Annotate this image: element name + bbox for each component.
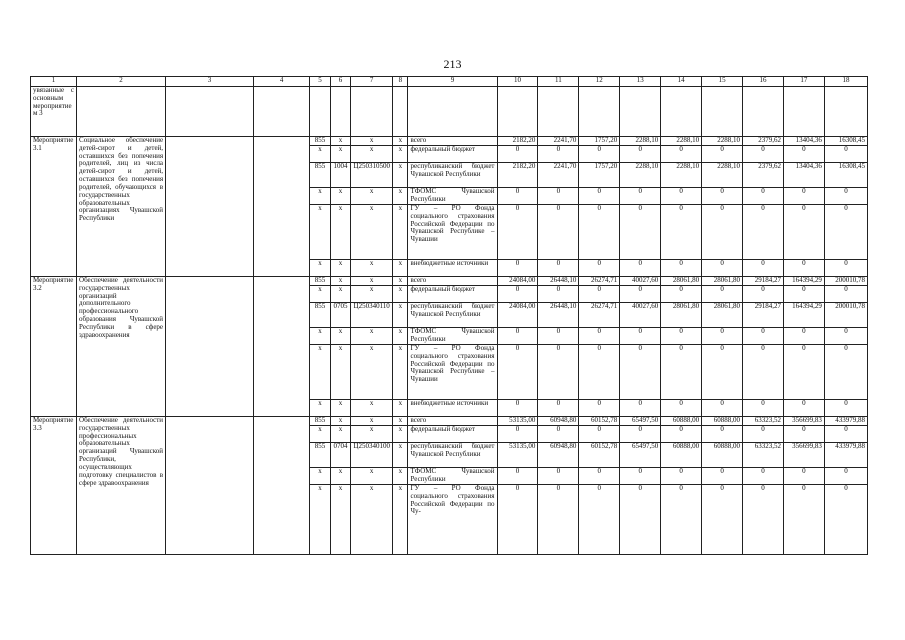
- code-cell-c5: x: [310, 468, 330, 485]
- value-cell: 0: [743, 345, 784, 400]
- empty-cell: [166, 417, 254, 555]
- value-cell: 2241,70: [538, 137, 579, 146]
- code-cell-c8: x: [393, 163, 408, 188]
- value-cell: 2288,10: [661, 137, 702, 146]
- funding-source: внебюджетные источники: [408, 400, 497, 417]
- code-cell-c7: x: [351, 328, 393, 345]
- code-cell-c7: x: [351, 400, 393, 417]
- code-cell-c5: x: [310, 328, 330, 345]
- value-cell: 1757,20: [579, 137, 620, 146]
- code-cell-c5: 855: [310, 443, 330, 468]
- value-cell: 356699,83: [783, 443, 824, 468]
- code-cell-c5: 855: [310, 303, 330, 328]
- value-cell: 29184,27: [743, 303, 784, 328]
- code-cell-c5: x: [310, 205, 330, 260]
- value-cell: 65497,50: [620, 417, 661, 426]
- value-cell: 0: [702, 485, 743, 555]
- code-cell-c7: x: [351, 277, 393, 286]
- header-cell: 15: [702, 77, 743, 87]
- code-cell-c6: x: [330, 485, 350, 555]
- page-number: 213: [443, 57, 462, 71]
- event-description: Обеспечение деятельности государственных профессиональных образовательных организаций Чувашской Республики, осуществляющих подготовку специалистов в сфере здравоохранения: [77, 417, 166, 555]
- value-cell: 0: [702, 468, 743, 485]
- value-cell: 60948,80: [538, 417, 579, 426]
- value-cell: 63323,52: [743, 443, 784, 468]
- funding-source: ГУ – РО Фонда социального страхования Российской Федерации по Чу-: [408, 485, 497, 555]
- code-cell-c6: x: [330, 277, 350, 286]
- value-cell: 0: [620, 426, 661, 443]
- value-cell: 2288,10: [702, 137, 743, 146]
- funding-source: ТФОМС Чувашской Республики: [408, 188, 497, 205]
- value-cell: 60888,00: [702, 417, 743, 426]
- value-cell: 28061,80: [661, 303, 702, 328]
- value-cell: 60948,80: [538, 443, 579, 468]
- code-cell-c8: x: [393, 328, 408, 345]
- value-cell: 0: [497, 345, 538, 400]
- value-cell: 0: [702, 188, 743, 205]
- code-cell-c7: x: [351, 426, 393, 443]
- value-cell: 0: [743, 260, 784, 277]
- code-cell-c7: x: [351, 260, 393, 277]
- value-cell: 0: [579, 205, 620, 260]
- value-cell: 0: [497, 468, 538, 485]
- value-cell: 0: [579, 426, 620, 443]
- value-cell: 0: [824, 188, 867, 205]
- value-cell: 0: [620, 400, 661, 417]
- value-cell: 13404,36: [783, 137, 824, 146]
- code-cell-c5: 855: [310, 417, 330, 426]
- code-cell-c7: x: [351, 468, 393, 485]
- empty-cell: [254, 417, 310, 555]
- code-cell-c6: 0704: [330, 443, 350, 468]
- code-cell-c5: 855: [310, 277, 330, 286]
- funding-source: федеральный бюджет: [408, 426, 497, 443]
- value-cell: 0: [702, 426, 743, 443]
- value-cell: 0: [824, 426, 867, 443]
- value-cell: 1757,20: [579, 163, 620, 188]
- value-cell: 0: [620, 286, 661, 303]
- value-cell: 356699,83: [783, 417, 824, 426]
- value-cell: 0: [538, 485, 579, 555]
- header-cell: 17: [783, 77, 824, 87]
- value-cell: 0: [702, 345, 743, 400]
- funding-source: республиканский бюджет Чувашской Республики: [408, 443, 497, 468]
- event-name: Мероприятие 3.2: [31, 277, 77, 417]
- value-cell: 24084,00: [497, 277, 538, 286]
- value-cell: 0: [783, 146, 824, 163]
- value-cell: 29184,27: [743, 277, 784, 286]
- value-cell: 60152,78: [579, 417, 620, 426]
- value-cell: 0: [783, 188, 824, 205]
- value-cell: 0: [579, 400, 620, 417]
- value-cell: 0: [497, 485, 538, 555]
- value-cell: 0: [620, 485, 661, 555]
- funding-source: республиканский бюджет Чувашской Республики: [408, 303, 497, 328]
- code-cell-c7: Ц250310500: [351, 163, 393, 188]
- value-cell: 0: [702, 328, 743, 345]
- value-cell: 2182,20: [497, 137, 538, 146]
- code-cell-c5: x: [310, 188, 330, 205]
- code-cell-c5: x: [310, 485, 330, 555]
- empty-cell: [254, 277, 310, 417]
- value-cell: 0: [824, 146, 867, 163]
- value-cell: 53135,00: [497, 417, 538, 426]
- value-cell: 200010,78: [824, 303, 867, 328]
- empty-cell: [166, 277, 254, 417]
- code-cell-c6: x: [330, 146, 350, 163]
- code-cell-c6: x: [330, 417, 350, 426]
- value-cell: 0: [783, 328, 824, 345]
- code-cell-c7: x: [351, 137, 393, 146]
- value-cell: 0: [702, 260, 743, 277]
- value-cell: 0: [497, 328, 538, 345]
- value-cell: 65497,50: [620, 443, 661, 468]
- table-row: [31, 417, 868, 426]
- header-cell: 12: [579, 77, 620, 87]
- value-cell: 60888,00: [702, 443, 743, 468]
- value-cell: 28061,80: [702, 303, 743, 328]
- value-cell: 26274,71: [579, 303, 620, 328]
- value-cell: 0: [743, 400, 784, 417]
- empty-cell: [254, 137, 310, 277]
- value-cell: 63323,52: [743, 417, 784, 426]
- value-cell: 16308,45: [824, 137, 867, 146]
- code-cell-c7: x: [351, 286, 393, 303]
- value-cell: 0: [497, 146, 538, 163]
- table-row: [31, 277, 868, 286]
- header-cell: 7: [351, 77, 393, 87]
- code-cell-c6: x: [330, 205, 350, 260]
- value-cell: 0: [538, 328, 579, 345]
- code-cell-c6: x: [330, 188, 350, 205]
- value-cell: 0: [743, 146, 784, 163]
- value-cell: 0: [538, 426, 579, 443]
- funding-source: всего: [408, 137, 497, 146]
- code-cell-c8: x: [393, 286, 408, 303]
- value-cell: 0: [743, 426, 784, 443]
- code-cell-c8: x: [393, 443, 408, 468]
- code-cell-c8: x: [393, 485, 408, 555]
- funding-source: республиканский бюджет Чувашской Республики: [408, 163, 497, 188]
- value-cell: 0: [620, 260, 661, 277]
- value-cell: 0: [497, 188, 538, 205]
- value-cell: 2288,10: [620, 163, 661, 188]
- value-cell: 0: [497, 286, 538, 303]
- value-cell: 0: [824, 468, 867, 485]
- header-cell: 9: [408, 77, 497, 87]
- header-cell: 1: [31, 77, 77, 87]
- value-cell: 0: [620, 328, 661, 345]
- header-cell: 16: [743, 77, 784, 87]
- code-cell-c8: x: [393, 417, 408, 426]
- value-cell: 164394,29: [783, 303, 824, 328]
- value-cell: 0: [579, 188, 620, 205]
- value-cell: 0: [824, 286, 867, 303]
- value-cell: 0: [824, 400, 867, 417]
- value-cell: 0: [824, 328, 867, 345]
- value-cell: 0: [661, 345, 702, 400]
- value-cell: 2288,10: [661, 163, 702, 188]
- value-cell: 0: [661, 286, 702, 303]
- value-cell: 0: [661, 328, 702, 345]
- value-cell: 200010,78: [824, 277, 867, 286]
- value-cell: 16308,45: [824, 163, 867, 188]
- code-cell-c7: x: [351, 146, 393, 163]
- value-cell: 0: [661, 260, 702, 277]
- value-cell: 0: [538, 188, 579, 205]
- header-cell: 13: [620, 77, 661, 87]
- code-cell-c6: x: [330, 468, 350, 485]
- value-cell: 0: [783, 426, 824, 443]
- header-cell: 14: [661, 77, 702, 87]
- value-cell: 0: [824, 260, 867, 277]
- value-cell: 0: [783, 205, 824, 260]
- value-cell: 0: [538, 260, 579, 277]
- funding-source: всего: [408, 277, 497, 286]
- value-cell: 0: [702, 286, 743, 303]
- code-cell-c5: x: [310, 260, 330, 277]
- value-cell: 24084,00: [497, 303, 538, 328]
- value-cell: 0: [702, 400, 743, 417]
- code-cell-c7: Ц250340110: [351, 303, 393, 328]
- code-cell-c7: x: [351, 188, 393, 205]
- value-cell: 0: [579, 260, 620, 277]
- value-cell: 0: [743, 328, 784, 345]
- value-cell: 28061,80: [661, 277, 702, 286]
- value-cell: 26274,71: [579, 277, 620, 286]
- code-cell-c7: Ц250340100: [351, 443, 393, 468]
- code-cell-c5: x: [310, 146, 330, 163]
- value-cell: 2379,62: [743, 163, 784, 188]
- code-cell-c6: x: [330, 328, 350, 345]
- value-cell: 60152,78: [579, 443, 620, 468]
- value-cell: 60888,00: [661, 443, 702, 468]
- header-row: [31, 77, 868, 87]
- value-cell: 0: [579, 146, 620, 163]
- value-cell: 2288,10: [702, 163, 743, 188]
- code-cell-c6: x: [330, 426, 350, 443]
- code-cell-c8: x: [393, 260, 408, 277]
- value-cell: 0: [783, 485, 824, 555]
- value-cell: 53135,00: [497, 443, 538, 468]
- value-cell: 0: [661, 485, 702, 555]
- value-cell: 0: [579, 328, 620, 345]
- budget-table: [30, 76, 868, 555]
- code-cell-c8: x: [393, 146, 408, 163]
- code-cell-c8: x: [393, 303, 408, 328]
- value-cell: 40027,60: [620, 303, 661, 328]
- event-name: Мероприятие 3.1: [31, 137, 77, 277]
- value-cell: 0: [497, 426, 538, 443]
- code-cell-c6: 1004: [330, 163, 350, 188]
- code-cell-c7: x: [351, 485, 393, 555]
- value-cell: 0: [783, 400, 824, 417]
- code-cell-c6: x: [330, 345, 350, 400]
- header-cell: 2: [77, 77, 166, 87]
- funding-source: внебюджетные источники: [408, 260, 497, 277]
- value-cell: 2288,10: [620, 137, 661, 146]
- value-cell: 0: [783, 468, 824, 485]
- value-cell: 433979,88: [824, 417, 867, 426]
- value-cell: 0: [824, 485, 867, 555]
- table-row: [31, 137, 868, 146]
- value-cell: 0: [661, 400, 702, 417]
- code-cell-c5: x: [310, 426, 330, 443]
- value-cell: 0: [824, 205, 867, 260]
- funding-source: ГУ – РО Фонда социального страхования Российской Федерации по Чувашской Республике – Чувашии: [408, 345, 497, 400]
- code-cell-c8: x: [393, 426, 408, 443]
- code-cell-c7: x: [351, 205, 393, 260]
- code-cell-c6: x: [330, 286, 350, 303]
- header-cell: 8: [393, 77, 408, 87]
- value-cell: 0: [579, 468, 620, 485]
- value-cell: 0: [702, 205, 743, 260]
- value-cell: 0: [743, 485, 784, 555]
- funding-source: ГУ – РО Фонда социального страхования Российской Федерации по Чувашской Республике – Чувашии: [408, 205, 497, 260]
- value-cell: 0: [661, 146, 702, 163]
- value-cell: 0: [661, 468, 702, 485]
- continuation-cell: увязанные с основным мероприятием 3: [31, 87, 77, 137]
- header-cell: 4: [254, 77, 310, 87]
- header-cell: 11: [538, 77, 579, 87]
- code-cell-c7: x: [351, 345, 393, 400]
- value-cell: 0: [743, 188, 784, 205]
- empty-cell: [166, 137, 254, 277]
- code-cell-c8: x: [393, 188, 408, 205]
- value-cell: 0: [497, 205, 538, 260]
- code-cell-c8: x: [393, 205, 408, 260]
- value-cell: 164394,29: [783, 277, 824, 286]
- code-cell-c8: x: [393, 345, 408, 400]
- value-cell: 0: [783, 260, 824, 277]
- value-cell: 26448,10: [538, 277, 579, 286]
- value-cell: 40027,60: [620, 277, 661, 286]
- code-cell-c8: x: [393, 400, 408, 417]
- code-cell-c8: x: [393, 468, 408, 485]
- header-cell: 5: [310, 77, 330, 87]
- value-cell: 0: [743, 205, 784, 260]
- value-cell: 0: [538, 400, 579, 417]
- value-cell: 0: [620, 205, 661, 260]
- value-cell: 0: [661, 205, 702, 260]
- value-cell: 0: [579, 286, 620, 303]
- value-cell: 0: [783, 345, 824, 400]
- code-cell-c8: x: [393, 277, 408, 286]
- code-cell-c8: x: [393, 137, 408, 146]
- value-cell: 0: [579, 345, 620, 400]
- continuation-row: [31, 87, 868, 137]
- value-cell: 0: [783, 286, 824, 303]
- value-cell: 0: [538, 286, 579, 303]
- funding-source: всего: [408, 417, 497, 426]
- value-cell: 0: [743, 468, 784, 485]
- event-description: Социальное обеспечение детей-сирот и детей, оставшихся без попечения родителей, лиц из числа детей-сирот и детей, оставшихся без попечения родителей, обучающихся в государственных образовательных организациях Чувашской Республики: [77, 137, 166, 277]
- value-cell: 0: [824, 345, 867, 400]
- code-cell-c5: x: [310, 400, 330, 417]
- value-cell: 0: [538, 146, 579, 163]
- value-cell: 2379,62: [743, 137, 784, 146]
- value-cell: 60888,00: [661, 417, 702, 426]
- value-cell: 433979,88: [824, 443, 867, 468]
- code-cell-c6: x: [330, 260, 350, 277]
- value-cell: 0: [538, 205, 579, 260]
- value-cell: 0: [538, 468, 579, 485]
- value-cell: 0: [661, 188, 702, 205]
- code-cell-c5: 855: [310, 137, 330, 146]
- value-cell: 0: [620, 146, 661, 163]
- value-cell: 0: [497, 260, 538, 277]
- value-cell: 0: [620, 345, 661, 400]
- value-cell: 0: [620, 468, 661, 485]
- code-cell-c6: 0705: [330, 303, 350, 328]
- value-cell: 0: [661, 426, 702, 443]
- funding-source: федеральный бюджет: [408, 286, 497, 303]
- value-cell: 0: [743, 286, 784, 303]
- code-cell-c7: x: [351, 417, 393, 426]
- header-cell: 6: [330, 77, 350, 87]
- code-cell-c5: x: [310, 286, 330, 303]
- event-name: Мероприятие 3.3: [31, 417, 77, 555]
- value-cell: 0: [620, 188, 661, 205]
- value-cell: 13404,36: [783, 163, 824, 188]
- funding-source: федеральный бюджет: [408, 146, 497, 163]
- value-cell: 28061,80: [702, 277, 743, 286]
- value-cell: 0: [497, 400, 538, 417]
- code-cell-c6: x: [330, 400, 350, 417]
- value-cell: 26448,10: [538, 303, 579, 328]
- event-description: Обеспечение деятельности государственных организаций дополнительного профессионального образования Чувашской Республики в сфере здравоохранения: [77, 277, 166, 417]
- value-cell: 0: [702, 146, 743, 163]
- funding-source: ТФОМС Чувашской Республики: [408, 468, 497, 485]
- header-cell: 18: [824, 77, 867, 87]
- value-cell: 0: [538, 345, 579, 400]
- header-cell: 3: [166, 77, 254, 87]
- value-cell: 2241,70: [538, 163, 579, 188]
- code-cell-c5: 855: [310, 163, 330, 188]
- funding-source: ТФОМС Чувашской Республики: [408, 328, 497, 345]
- value-cell: 0: [579, 485, 620, 555]
- header-cell: 10: [497, 77, 538, 87]
- code-cell-c6: x: [330, 137, 350, 146]
- code-cell-c5: x: [310, 345, 330, 400]
- value-cell: 2182,20: [497, 163, 538, 188]
